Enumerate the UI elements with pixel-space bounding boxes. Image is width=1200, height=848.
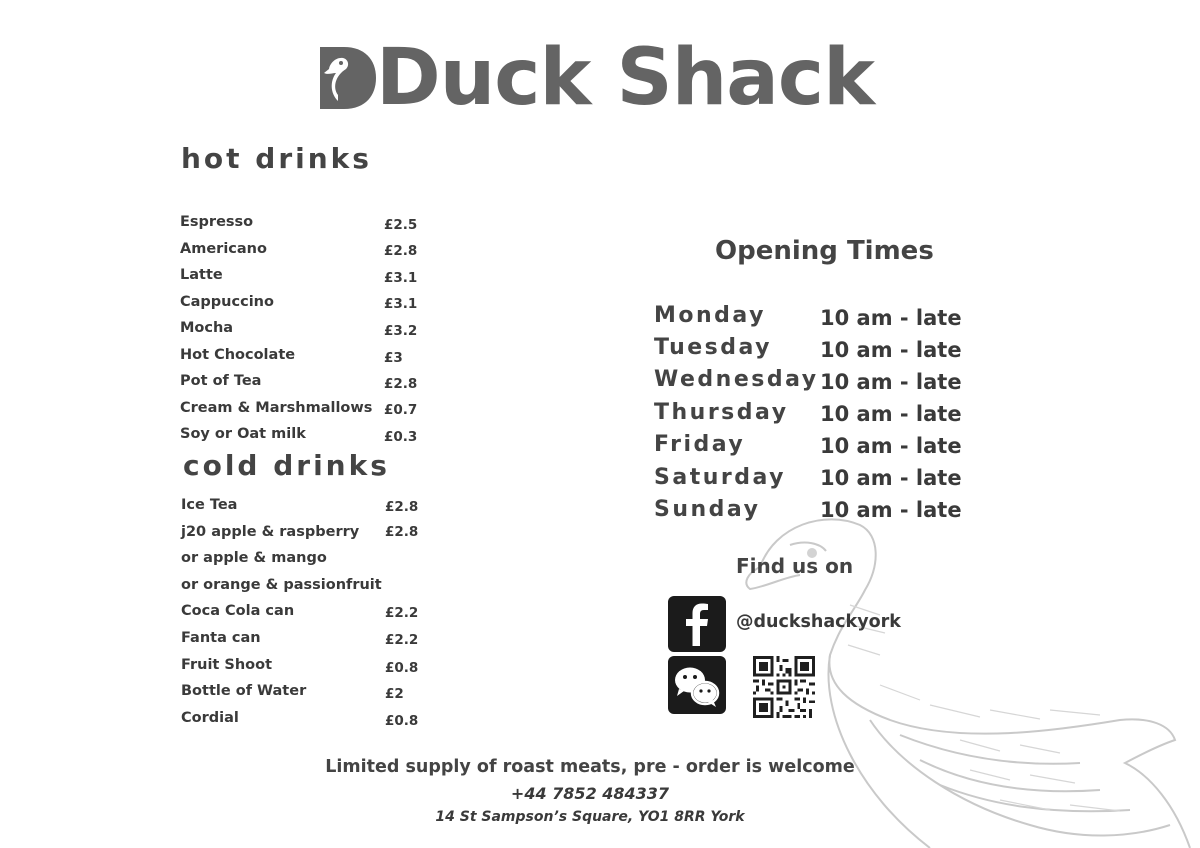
- address: 14 St Sampson’s Square, YO1 8RR York: [435, 809, 745, 825]
- facebook-icon[interactable]: [668, 596, 726, 652]
- facebook-handle-link[interactable]: @duckshackyork: [736, 612, 901, 632]
- roast-notice: Limited supply of roast meats, pre - order is welcome: [325, 757, 855, 777]
- duck-logo-icon: [316, 43, 378, 113]
- brand-title: Duck Shack: [376, 33, 874, 123]
- find-us-heading: Find us on: [736, 554, 854, 578]
- qr-code-icon[interactable]: [753, 656, 815, 718]
- hot-drinks-heading: hot drinks: [181, 142, 372, 175]
- wechat-icon[interactable]: [668, 656, 726, 714]
- brand-logo: [316, 33, 874, 123]
- cold-drinks-heading: cold drinks: [183, 449, 390, 482]
- phone-number: +44 7852 484337: [510, 784, 670, 803]
- opening-times-title: Opening Times: [715, 236, 934, 266]
